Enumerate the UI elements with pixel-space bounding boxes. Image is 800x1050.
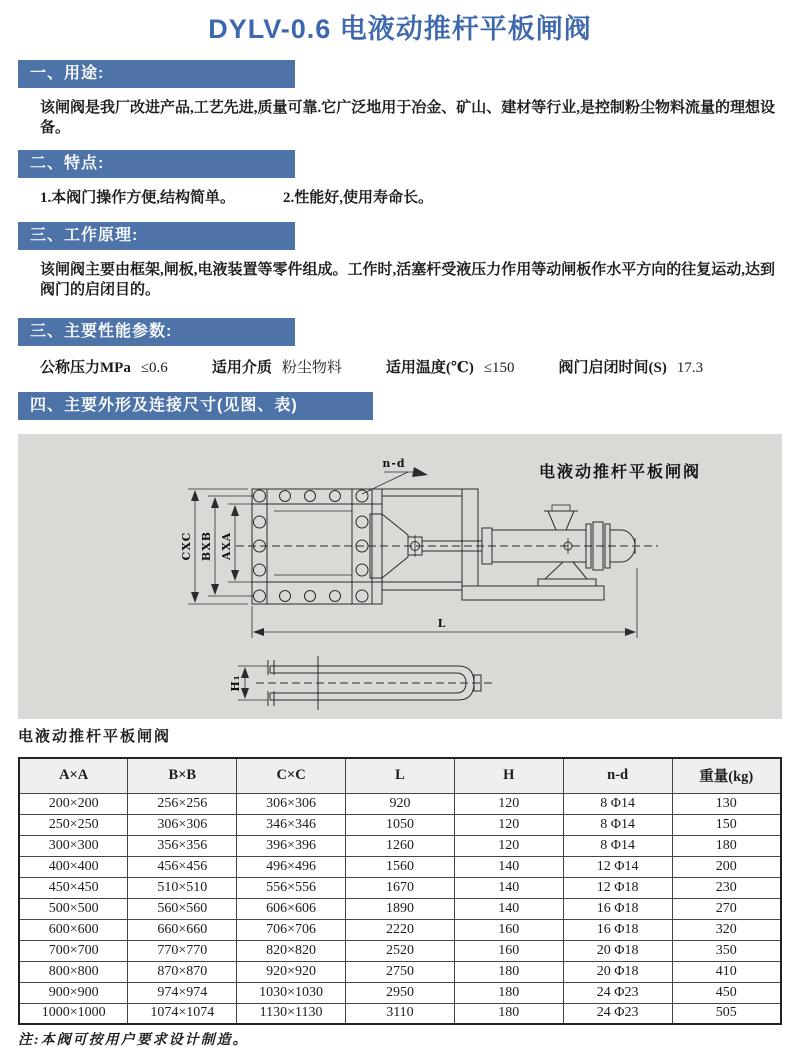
principle-paragraph: 该闸阀主要由框架,闸板,电液装置等零件组成。工作时,活塞杆受液压力作用等动闸板作水平方向的往复运动,达到阀门的启闭目的。 bbox=[40, 262, 776, 298]
table-cell: 1050 bbox=[346, 814, 455, 835]
table-cell: 24 Φ23 bbox=[563, 982, 672, 1003]
table-cell: 2750 bbox=[346, 961, 455, 982]
table-cell: 2220 bbox=[346, 919, 455, 940]
feature-item-1: 1.本阀门操作方便,结构简单。 bbox=[40, 190, 236, 206]
table-cell: 400×400 bbox=[19, 856, 128, 877]
table-cell: 160 bbox=[454, 940, 563, 961]
table-row bbox=[19, 856, 781, 877]
table-cell: 250×250 bbox=[19, 814, 128, 835]
table-cell: 974×974 bbox=[128, 982, 237, 1003]
table-cell: 920 bbox=[346, 793, 455, 814]
table-caption: 电液动推杆平板闸阀 bbox=[18, 729, 172, 745]
usage-paragraph: 该闸阀是我厂改进产品,工艺先进,质量可靠.它广泛地用于冶金、矿山、建材等行业,是控制粉尘物料流量的理想设备。 bbox=[40, 100, 776, 136]
dim-label-cxc: CXC bbox=[180, 531, 193, 561]
section-heading-principle: 三、工作原理: bbox=[18, 222, 295, 250]
column-header: L bbox=[346, 758, 455, 793]
parameter-value: 17.3 bbox=[676, 360, 704, 376]
table-cell: 180 bbox=[454, 961, 563, 982]
parameter-value: ≤0.6 bbox=[140, 360, 168, 376]
table-cell: 450 bbox=[672, 982, 781, 1003]
parameter-label: 阀门启闭时间(S) bbox=[558, 360, 667, 376]
table-cell: 20 Φ18 bbox=[563, 961, 672, 982]
table-cell: 450×450 bbox=[19, 877, 128, 898]
table-cell: 270 bbox=[672, 898, 781, 919]
table-row bbox=[19, 877, 781, 898]
table-cell: 900×900 bbox=[19, 982, 128, 1003]
table-row bbox=[19, 940, 781, 961]
table-cell: 306×306 bbox=[128, 814, 237, 835]
table-cell: 500×500 bbox=[19, 898, 128, 919]
table-row bbox=[19, 814, 781, 835]
table-cell: 706×706 bbox=[237, 919, 346, 940]
table-cell: 120 bbox=[454, 793, 563, 814]
dimension-spec-table bbox=[18, 757, 782, 1025]
table-cell: 920×920 bbox=[237, 961, 346, 982]
parameter-item bbox=[40, 358, 168, 378]
section-heading-usage: 一、用途: bbox=[18, 60, 295, 88]
drawing-title: 电液动推杆平板闸阀 bbox=[538, 462, 702, 481]
table-cell: 820×820 bbox=[237, 940, 346, 961]
table-cell: 1890 bbox=[346, 898, 455, 919]
table-cell: 346×346 bbox=[237, 814, 346, 835]
table-cell: 1560 bbox=[346, 856, 455, 877]
table-cell: 150 bbox=[672, 814, 781, 835]
table-cell: 320 bbox=[672, 919, 781, 940]
dim-label-h1: H₁ bbox=[229, 674, 242, 692]
table-row bbox=[19, 919, 781, 940]
parameter-label: 适用介质 bbox=[211, 360, 272, 376]
table-cell: 1030×1030 bbox=[237, 982, 346, 1003]
table-cell: 1074×1074 bbox=[128, 1003, 237, 1024]
table-cell: 24 Φ23 bbox=[563, 1003, 672, 1024]
parameter-value: 粉尘物料 bbox=[281, 360, 342, 376]
table-cell: 1670 bbox=[346, 877, 455, 898]
parameter-item bbox=[559, 358, 704, 378]
table-cell: 140 bbox=[454, 898, 563, 919]
table-cell: 660×660 bbox=[128, 919, 237, 940]
table-cell: 1260 bbox=[346, 835, 455, 856]
table-cell: 16 Φ18 bbox=[563, 898, 672, 919]
section-heading-parameters: 三、主要性能参数: bbox=[18, 318, 295, 346]
table-row bbox=[19, 898, 781, 919]
foot-note: 注:本阀可按用户要求设计制造。 bbox=[18, 1033, 249, 1048]
table-cell: 770×770 bbox=[128, 940, 237, 961]
table-cell: 410 bbox=[672, 961, 781, 982]
column-header: A×A bbox=[19, 758, 128, 793]
table-cell: 510×510 bbox=[128, 877, 237, 898]
table-cell: 556×556 bbox=[237, 877, 346, 898]
table-cell: 800×800 bbox=[19, 961, 128, 982]
table-cell: 600×600 bbox=[19, 919, 128, 940]
section-heading-outline: 四、主要外形及连接尺寸(见图、表) bbox=[18, 392, 373, 420]
dim-label-l: L bbox=[437, 617, 447, 630]
table-cell: 2950 bbox=[346, 982, 455, 1003]
table-row bbox=[19, 961, 781, 982]
features-paragraph bbox=[40, 188, 782, 208]
datasheet-page bbox=[0, 12, 800, 1048]
table-cell: 870×870 bbox=[128, 961, 237, 982]
table-cell: 8 Φ14 bbox=[563, 835, 672, 856]
parameter-label: 适用温度(℃) bbox=[385, 360, 474, 376]
table-row bbox=[19, 835, 781, 856]
section-heading-features: 二、特点: bbox=[18, 150, 295, 178]
table-cell: 160 bbox=[454, 919, 563, 940]
table-cell: 2520 bbox=[346, 940, 455, 961]
table-cell: 3110 bbox=[346, 1003, 455, 1024]
table-cell: 120 bbox=[454, 835, 563, 856]
table-cell: 180 bbox=[672, 835, 781, 856]
dim-label-bxb: BXB bbox=[200, 530, 213, 562]
table-row bbox=[19, 1003, 781, 1024]
table-cell: 130 bbox=[672, 793, 781, 814]
table-cell: 180 bbox=[454, 982, 563, 1003]
parameter-item bbox=[386, 358, 515, 378]
table-cell: 8 Φ14 bbox=[563, 814, 672, 835]
table-cell: 230 bbox=[672, 877, 781, 898]
table-row bbox=[19, 982, 781, 1003]
valve-technical-drawing bbox=[18, 434, 782, 719]
table-cell: 560×560 bbox=[128, 898, 237, 919]
feature-item-2: 2.性能好,使用寿命长。 bbox=[283, 190, 434, 206]
table-cell: 180 bbox=[454, 1003, 563, 1024]
table-row bbox=[19, 793, 781, 814]
table-cell: 300×300 bbox=[19, 835, 128, 856]
table-cell: 120 bbox=[454, 814, 563, 835]
table-cell: 456×456 bbox=[128, 856, 237, 877]
column-header: 重量(kg) bbox=[672, 758, 781, 793]
table-cell: 306×306 bbox=[237, 793, 346, 814]
spec-table-header-row bbox=[19, 758, 781, 793]
parameter-value: ≤150 bbox=[483, 360, 515, 376]
table-cell: 20 Φ18 bbox=[563, 940, 672, 961]
table-cell: 606×606 bbox=[237, 898, 346, 919]
table-cell: 12 Φ14 bbox=[563, 856, 672, 877]
table-cell: 1130×1130 bbox=[237, 1003, 346, 1024]
drawing-panel bbox=[18, 434, 782, 719]
table-cell: 140 bbox=[454, 856, 563, 877]
column-header: n-d bbox=[563, 758, 672, 793]
table-cell: 16 Φ18 bbox=[563, 919, 672, 940]
page-title: DYLV-0.6 电液动推杆平板闸阀 bbox=[208, 14, 592, 44]
table-cell: 505 bbox=[672, 1003, 781, 1024]
table-cell: 200 bbox=[672, 856, 781, 877]
column-header: H bbox=[454, 758, 563, 793]
parameter-item bbox=[212, 358, 342, 378]
table-cell: 8 Φ14 bbox=[563, 793, 672, 814]
table-cell: 1000×1000 bbox=[19, 1003, 128, 1024]
spec-table-body bbox=[19, 793, 781, 1024]
table-cell: 256×256 bbox=[128, 793, 237, 814]
column-header: B×B bbox=[128, 758, 237, 793]
column-header: C×C bbox=[237, 758, 346, 793]
table-cell: 396×396 bbox=[237, 835, 346, 856]
table-cell: 12 Φ18 bbox=[563, 877, 672, 898]
dim-label-nd: n-d bbox=[382, 457, 406, 470]
table-cell: 356×356 bbox=[128, 835, 237, 856]
parameters-row bbox=[40, 358, 782, 378]
dim-label-axa: AXA bbox=[220, 531, 233, 561]
table-cell: 200×200 bbox=[19, 793, 128, 814]
table-cell: 700×700 bbox=[19, 940, 128, 961]
table-cell: 140 bbox=[454, 877, 563, 898]
table-cell: 496×496 bbox=[237, 856, 346, 877]
table-cell: 350 bbox=[672, 940, 781, 961]
parameter-label: 公称压力MPa bbox=[40, 360, 131, 376]
